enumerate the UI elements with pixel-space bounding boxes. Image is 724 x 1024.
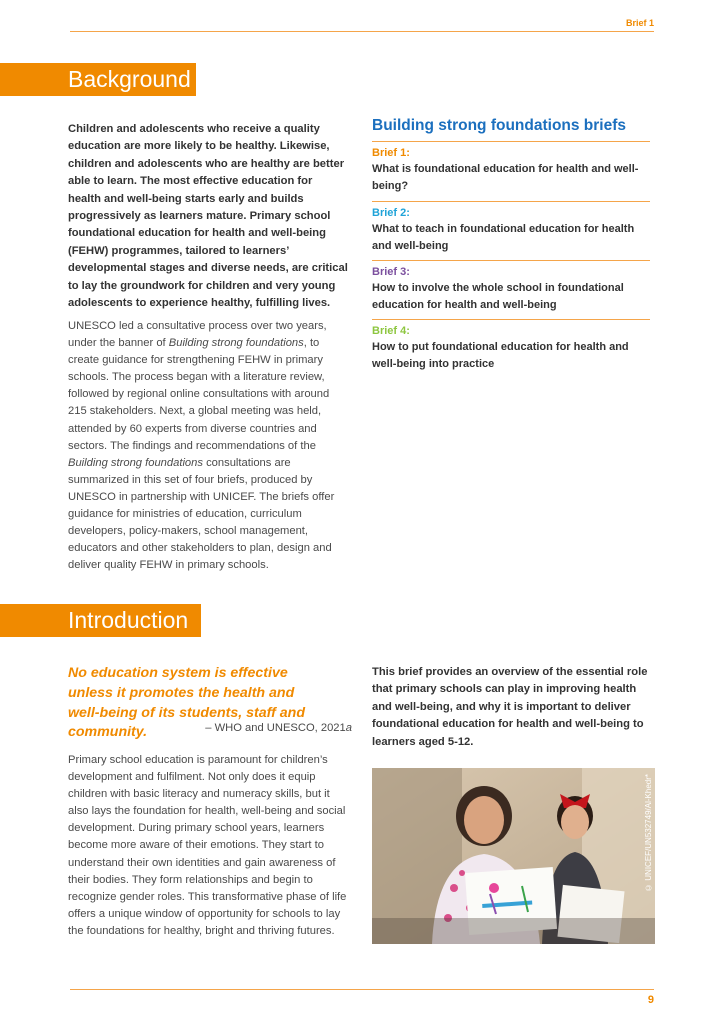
children-photo xyxy=(372,768,655,944)
briefs-rule xyxy=(372,319,650,320)
brief-label: Brief 4: xyxy=(372,325,410,337)
brief-title: What to teach in foundational education for health and well-being xyxy=(372,223,635,252)
brief-label: Brief 2: xyxy=(372,207,410,219)
background-heading: Background xyxy=(0,63,196,96)
pull-quote: No education system is effective unless it promotes the health and well-being of its students, staff and community. xyxy=(68,665,306,741)
brief-label: Brief 1: xyxy=(372,147,410,159)
brief-title: How to involve the whole school in foundational education for health and well-being xyxy=(372,282,624,311)
introduction-heading: Introduction xyxy=(0,604,201,637)
briefs-rule xyxy=(372,201,650,202)
photo-illustration xyxy=(372,768,655,944)
brief-item-4 xyxy=(372,324,650,373)
emphasis: Building strong foundations xyxy=(68,456,203,469)
brief-label: Brief 3: xyxy=(372,266,410,278)
briefs-rule xyxy=(372,141,650,142)
brief-title: What is foundational education for health and well-being? xyxy=(372,163,639,192)
briefs-heading: Building strong foundations briefs xyxy=(372,117,627,134)
introduction-body: Primary school education is paramount for children’s development and fulfilment. Not only does it equip children with basic literacy and numeracy skills, but it also lays the foundation for health, well-being and social development. During primary school years, learners become more aware of their emotions. They start to understand their own identities and gain awareness of their bodies. They form relationships and begin to recognize gender roles. This transformative phase of life offers a unique window of opportunity for schools to lay the foundations for healthy, bright and thriving futures. xyxy=(68,754,347,937)
background-body: UNESCO led a consultative process over two years, under the banner of Building strong foundations, to create guidance for strengthening FEHW in primary schools. The process began with a literature review, followed by regional online consultations with around 215 stakeholders. Next, a global meeting was held, attended by 60 experts from diverse countries and sectors. The findings and recommendations of the Building strong foundations consultations are summarized in this set of four briefs, produced by UNESCO in partnership with UNICEF. The briefs offer guidance for ministries of education, curriculum developers, policy-makers, school management, educators and other stakeholders to plan, design and deliver quality FEHW in primary schools. xyxy=(68,320,335,572)
brief-tag: Brief 1 xyxy=(625,18,654,28)
header-rule xyxy=(70,31,654,32)
brief-item-2 xyxy=(372,206,650,255)
quote-source: – WHO and UNESCO, 2021a xyxy=(205,722,352,734)
background-lead: Children and adolescents who receive a quality education are more likely to be healthy. Likewise, children and adolescents who are healthy are better able to learn. The most effective education for health and well-being starts early and builds progressively as learners mature. Primary school foundational education for health and well-being (FEHW) programmes, tailored to learners’ developmental stages and diverse needs, are critical to lay the groundwork for children and very young adolescents to experience healthy, fulfilling lives. xyxy=(68,123,348,310)
brief-title: How to put foundational education for health and well-being into practice xyxy=(372,341,629,370)
brief-item-3 xyxy=(372,265,650,314)
briefs-rule xyxy=(372,260,650,261)
photo-credit: © UNICEF/UN532749/Al-Khedr* xyxy=(644,774,653,892)
introduction-lead: This brief provides an overview of the essential role that primary schools can play in improving health and well-being, and why it is important to deliver foundational education for health and well-being to learners aged 5-12. xyxy=(372,666,648,748)
page-number: 9 xyxy=(647,994,654,1006)
emphasis: Building strong foundations xyxy=(168,337,304,350)
quote-source-suffix: a xyxy=(345,722,352,734)
brief-item-1 xyxy=(372,146,650,195)
footer-rule xyxy=(70,989,654,990)
